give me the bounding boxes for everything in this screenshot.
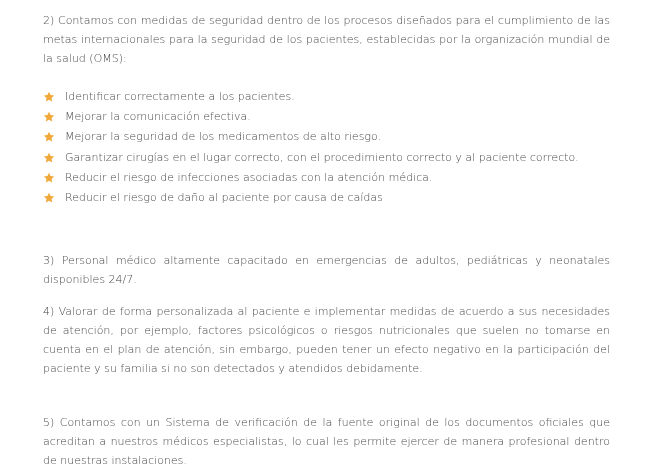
- list-item: [43, 148, 610, 168]
- safety-goals-list: [43, 87, 610, 208]
- star-icon: [43, 91, 55, 103]
- list-item-label: Reducir el riesgo de infecciones asociadas con la atención médica.: [65, 170, 433, 184]
- list-item: [43, 127, 610, 147]
- list-item: [43, 168, 610, 188]
- paragraph-verification-system: 5) Contamos con un Sistema de verificación de la fuente original de los documentos oficiales que acreditan a nuestros médicos especialistas, lo cual les permite ejercer de manera profesional dentro de nuestras instalaciones.: [43, 416, 610, 467]
- list-item: [43, 87, 610, 107]
- list-item-label: Mejorar la seguridad de los medicamentos de alto riesgo.: [65, 130, 382, 144]
- list-item-label: Reducir el riesgo de daño al paciente por causa de caídas: [65, 190, 383, 204]
- paragraph-personalized-assessment: 4) Valorar de forma personalizada al paciente e implementar medidas de acuerdo a sus necesidades de atención, por ejemplo, factores psicológicos o riesgos nutricionales que suelen no tomarse en cuenta en el plan de atención, sin embargo, pueden tener un efecto negativo en la participación del paciente y su familia si no son detectados y atendidos debidamente.: [43, 305, 610, 375]
- paragraph-security-measures: 2) Contamos con medidas de seguridad dentro de los procesos diseñados para el cumplimiento de las metas internacionales para la seguridad de los pacientes, establecidas por la organización mundial de la salud (OMS):: [43, 14, 610, 65]
- star-icon: [43, 111, 55, 123]
- star-icon: [43, 131, 55, 143]
- paragraph-medical-staff: 3) Personal médico altamente capacitado en emergencias de adultos, pediátricas y neonatales disponibles 24/7.: [43, 254, 610, 286]
- star-icon: [43, 152, 55, 164]
- list-item-label: Identificar correctamente a los pacientes.: [65, 90, 295, 103]
- star-icon: [43, 172, 55, 184]
- list-item-label: Garantizar cirugías en el lugar correcto, con el procedimiento correcto y al paciente correcto.: [65, 150, 579, 164]
- list-item: [43, 188, 610, 208]
- list-item-label: Mejorar la comunicación efectiva.: [65, 110, 251, 124]
- list-item: [43, 107, 610, 127]
- star-icon: [43, 192, 55, 204]
